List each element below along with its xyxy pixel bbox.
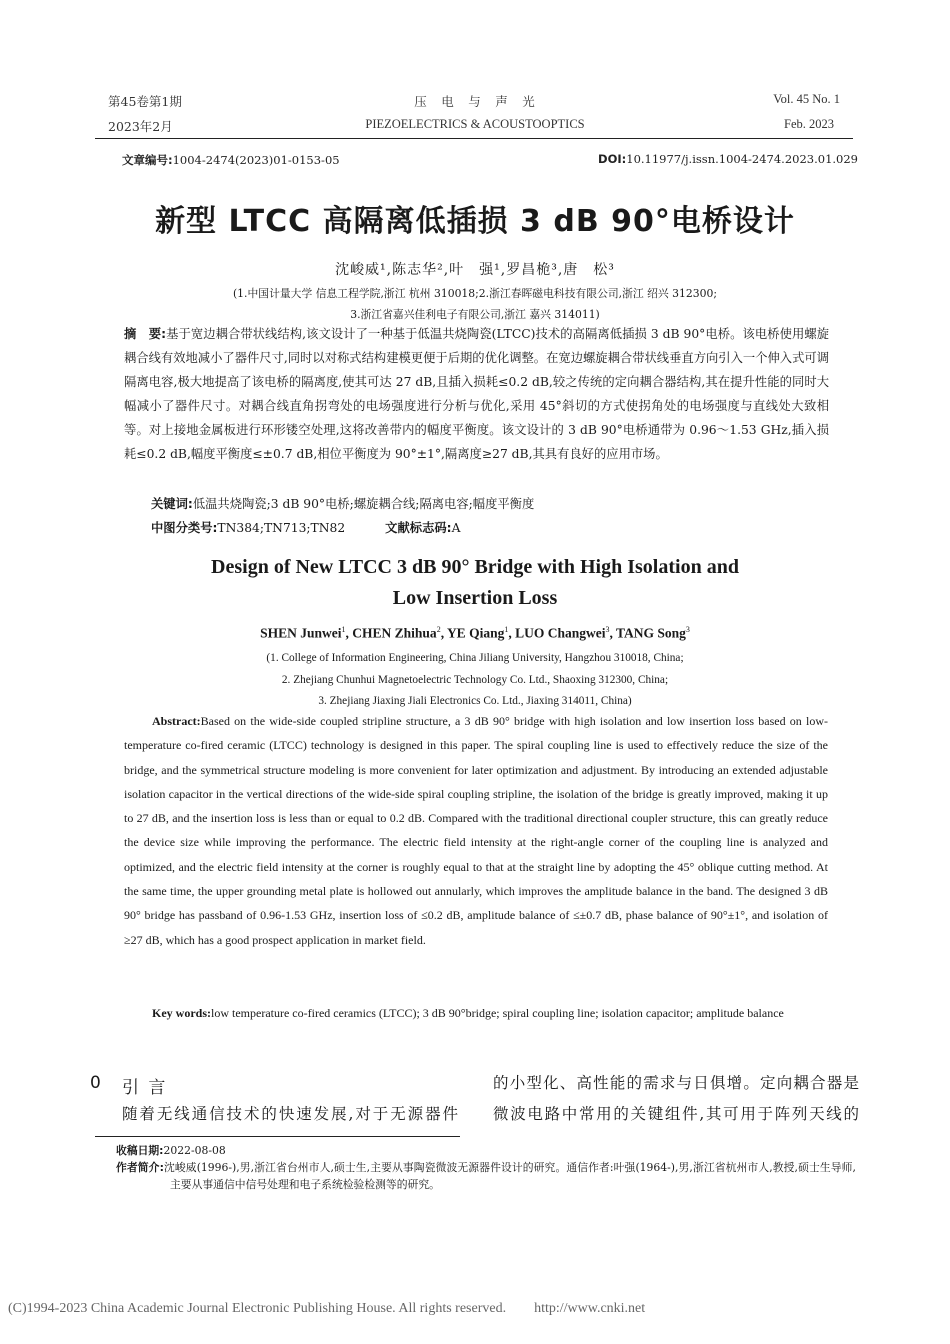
doc-code-label: 文献标志码: bbox=[385, 521, 452, 535]
affiliations-en bbox=[0, 648, 950, 713]
received-label: 收稿日期: bbox=[116, 1144, 164, 1157]
keywords-en-text: low temperature co-fired ceramics (LTCC); 3 dB 90°bridge; spiral coupling line; isolation capacitor; amplitude balance bbox=[211, 1006, 784, 1020]
keywords-en-label: Key words: bbox=[152, 1006, 211, 1020]
copyright-notice: (C)1994-2023 China Academic Journal Electronic Publishing House. All rights reserved. http://www.cnki.net bbox=[8, 1301, 646, 1316]
author-en: LUO Changwei bbox=[515, 625, 606, 641]
affiliation-cn-1: (1.中国计量大学 信息工程学院,浙江 杭州 310018;2.浙江春晖磁电科技有限公司,浙江 绍兴 312300; bbox=[232, 287, 718, 300]
affiliation-cn-2: 3.浙江省嘉兴佳利电子有限公司,浙江 嘉兴 314011) bbox=[350, 308, 600, 321]
footnote-rule bbox=[95, 1136, 460, 1137]
paper-title-cn: 新型 LTCC 高隔离低插损 3 dB 90°电桥设计 bbox=[155, 204, 795, 239]
abstract-cn bbox=[124, 322, 829, 466]
paper-title-en-line2: Low Insertion Loss bbox=[392, 587, 558, 609]
article-number-label: 文章编号: bbox=[122, 153, 173, 167]
author-en: SHEN Junwei bbox=[260, 625, 342, 641]
body-left-column: 随着无线通信技术的快速发展,对于无源器件 bbox=[122, 1105, 458, 1123]
article-number-value: 1004-2474(2023)01-0153-05 bbox=[172, 153, 340, 167]
classification bbox=[151, 518, 460, 536]
affiliation-en-3: 3. Zhejiang Jiaxing Jiali Electronics Co. Ltd., Jiaxing 314011, China) bbox=[318, 695, 632, 707]
doi-label: DOI: bbox=[598, 152, 627, 166]
authors-cn: 沈峻威¹,陈志华²,叶 强¹,罗昌桅³,唐 松³ bbox=[335, 262, 615, 278]
doi bbox=[598, 152, 858, 166]
abstract-en-label: Abstract: bbox=[152, 714, 201, 728]
authors-en: SHEN Junwei$^1$, CHEN Zhihua$^2$, YE Qiang$^1$, LUO Changwei$^3$, TANG Song$^3$ bbox=[260, 625, 690, 641]
clc-value: TN384;TN713;TN82 bbox=[217, 521, 346, 535]
volume-issue-cn: 第45卷第1期 bbox=[108, 94, 182, 109]
author-bio bbox=[116, 1159, 856, 1193]
author-en: TANG Song bbox=[615, 625, 686, 641]
journal-title-cn: 压 电 与 声 光 bbox=[414, 94, 536, 109]
abstract-en bbox=[124, 709, 828, 952]
doc-code-value: A bbox=[451, 521, 461, 535]
author-en: YE Qiang bbox=[446, 625, 505, 641]
journal-title-en: PIEZOELECTRICS & ACOUSTOOPTICS bbox=[365, 117, 585, 131]
author-bio-text: 沈峻威(1996-),男,浙江省台州市人,硕士生,主要从事陶瓷微波无源器件设计的研究。通信作者:叶强(1964-),男,浙江省杭州市人,教授,硕士生导师,主要从事通信中信号处理和电子系统检验检测等的研究。 bbox=[163, 1161, 856, 1191]
affiliation-en-1: (1. College of Information Engineering, China Jiliang University, Hangzhou 310018, China; bbox=[266, 652, 684, 664]
author-bio-label: 作者简介: bbox=[116, 1161, 164, 1174]
clc-label: 中图分类号: bbox=[151, 521, 218, 535]
keywords-en bbox=[124, 1001, 828, 1025]
body-right-line-1: 的小型化、高性能的需求与日俱增。定向耦合器是 bbox=[493, 1074, 859, 1092]
section-title: 引 言 bbox=[122, 1078, 168, 1098]
header-rule bbox=[95, 138, 853, 139]
affiliation-en-2: 2. Zhejiang Chunhui Magnetoelectric Technology Co. Ltd., Shaoxing 312300, China; bbox=[281, 673, 669, 686]
abstract-cn-text: 基于宽边耦合带状线结构,该文设计了一种基于低温共烧陶瓷(LTCC)技术的高隔离低插损 3 dB 90°电桥。该电桥使用螺旋耦合线有效地减小了器件尺寸,同时以对称式结构建模更便于后期的优化调整。在宽边螺旋耦合带状线垂直方向引入一个伸入式可调隔离电容,极大地提高了该电桥的隔离度,使其可达 27 dB,且插入损耗≤0.2 dB,较之传统的定向耦合器结构,其在提升性能的同时大幅减小了器件尺寸。对耦合线直角拐弯处的电场强度进行分析与优化,采用 45°斜切的方式使拐角处的电场强度与直线处大致相等。对上接地金属板进行环形镂空处理,这将改善带内的幅度平衡度。该文设计的 3 dB 90°电桥通带为 0.96～1.53 GHz,插入损耗≤0.2 dB,幅度平衡度≤±0.7 dB,相位平衡度为 90°±1°,隔离度≥27 dB,其具有良好的应用市场。 bbox=[124, 327, 829, 461]
date-cn: 2023年2月 bbox=[108, 119, 173, 134]
doi-value: 10.11977/j.issn.1004-2474.2023.01.029 bbox=[626, 152, 858, 166]
section-number: 0 bbox=[90, 1073, 101, 1093]
date-en: Feb. 2023 bbox=[784, 117, 834, 131]
keywords-cn-text: 低温共烧陶瓷;3 dB 90°电桥;螺旋耦合线;隔离电容;幅度平衡度 bbox=[192, 497, 535, 511]
abstract-en-text: Based on the wide-side coupled stripline structure, a 3 dB 90° bridge with high isolation and low insertion loss based on low-temperature co-fired ceramic (LTCC) technology is designed in this paper. The spiral coupling line is used to effectively reduce the size of the bridge, and the symmetrical structure modeling is more convenient for later optimization and adjustment. By introducing an extended adjustable isolation capacitor in the vertical directions of the wide-side spiral coupling stripline, the isolation of the bridge is greatly improved, making it up to 27 dB, and the insertion loss is less than or equal to 0.2 dB. Compared with the traditional directional coupler structure, this can greatly reduce the device size while improving the performance. The electric field intensity at the right-angle corner of the coupling line is analyzed and optimized, and the electric field intensity at the corner is roughly equal to that at the straight line by adopting the 45° oblique cutting method. At the same time, the upper grounding metal plate is hollowed out annularly, which improves the amplitude balance in the band. The designed 3 dB 90° bridge has passband of 0.96-1.53 GHz, insertion loss of ≤0.2 dB, amplitude balance of ≤±0.7 dB, phase balance of 90°±1°, and isolation of ≥27 dB, which has a good prospect application in market field. bbox=[124, 714, 828, 947]
received-date bbox=[116, 1142, 226, 1159]
keywords-cn-label: 关键词: bbox=[151, 497, 193, 511]
keywords-cn bbox=[151, 494, 534, 512]
paper-title-en bbox=[0, 552, 950, 614]
paper-title-en-line1: Design of New LTCC 3 dB 90° Bridge with High Isolation and bbox=[211, 556, 739, 578]
abstract-cn-label: 摘 要: bbox=[124, 327, 167, 341]
article-number bbox=[122, 152, 340, 168]
body-right-line-2: 微波电路中常用的关键组件,其可用于阵列天线的 bbox=[493, 1105, 859, 1123]
received-value: 2022-08-08 bbox=[163, 1144, 226, 1157]
volume-issue-en: Vol. 45 No. 1 bbox=[773, 92, 840, 106]
author-en: CHEN Zhihua bbox=[352, 625, 437, 641]
